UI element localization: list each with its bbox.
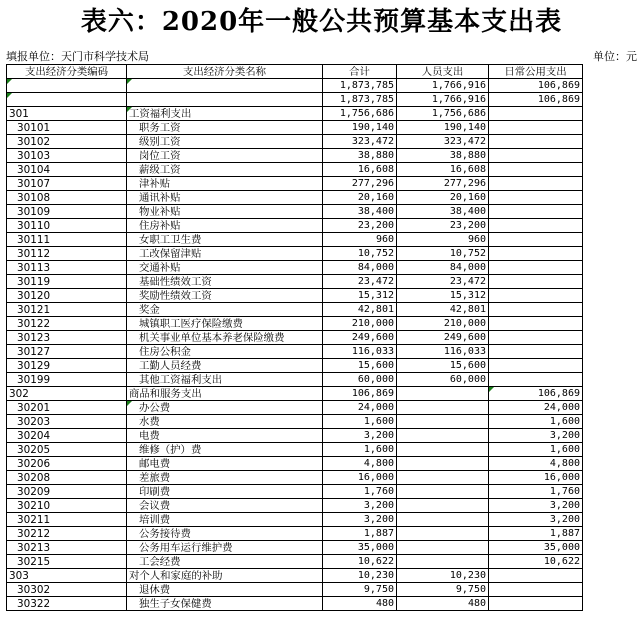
- row-total: 1,760: [323, 485, 397, 499]
- row-code: 30109: [7, 205, 127, 219]
- row-name: 工会经费: [127, 555, 323, 569]
- table-row: [7, 457, 583, 471]
- row-person: 10,752: [397, 247, 489, 261]
- row-daily: [489, 345, 583, 359]
- row-person: 20,160: [397, 191, 489, 205]
- row-name: 女职工卫生费: [127, 233, 323, 247]
- row-person: [397, 499, 489, 513]
- table-row: [7, 429, 583, 443]
- row-person: [397, 471, 489, 485]
- row-name: 电费: [127, 429, 323, 443]
- row-total: 1,887: [323, 527, 397, 541]
- row-code: 30122: [7, 317, 127, 331]
- row-name: 城镇职工医疗保险缴费: [127, 317, 323, 331]
- row-total: 23,472: [323, 275, 397, 289]
- row-total: 20,160: [323, 191, 397, 205]
- row-person: 116,033: [397, 345, 489, 359]
- row-daily: 106,869: [489, 93, 583, 107]
- row-code: 30123: [7, 331, 127, 345]
- row-total: 23,200: [323, 219, 397, 233]
- row-total: 1,873,785: [323, 93, 397, 107]
- row-code: 30120: [7, 289, 127, 303]
- row-code: 30203: [7, 415, 127, 429]
- table-row: [7, 373, 583, 387]
- header-daily: 日常公用支出: [489, 65, 583, 79]
- row-name: 工勤人员经费: [127, 359, 323, 373]
- row-code: 30322: [7, 597, 127, 611]
- row-total: 1,873,785: [323, 79, 397, 93]
- table-row: [7, 569, 583, 583]
- row-daily: [489, 583, 583, 597]
- row-daily: 3,200: [489, 499, 583, 513]
- row-name: 培训费: [127, 513, 323, 527]
- row-code: 30209: [7, 485, 127, 499]
- row-code: 30201: [7, 401, 127, 415]
- row-person: 38,400: [397, 205, 489, 219]
- row-name: 职务工资: [127, 121, 323, 135]
- row-daily: 35,000: [489, 541, 583, 555]
- table-row: [7, 499, 583, 513]
- row-person: 1,766,916: [397, 79, 489, 93]
- row-total: 38,400: [323, 205, 397, 219]
- row-daily: 3,200: [489, 429, 583, 443]
- header-person: 人员支出: [397, 65, 489, 79]
- row-person: [397, 555, 489, 569]
- row-person: 23,472: [397, 275, 489, 289]
- row-code: 30104: [7, 163, 127, 177]
- table-row: [7, 541, 583, 555]
- row-name: 薪级工资: [127, 163, 323, 177]
- row-daily: [489, 205, 583, 219]
- row-total: 60,000: [323, 373, 397, 387]
- table-row: [7, 527, 583, 541]
- row-name: 退休费: [127, 583, 323, 597]
- row-code: 30199: [7, 373, 127, 387]
- row-daily: 1,760: [489, 485, 583, 499]
- row-total: 42,801: [323, 303, 397, 317]
- row-total: 1,600: [323, 443, 397, 457]
- row-daily: [489, 303, 583, 317]
- row-total: 9,750: [323, 583, 397, 597]
- row-person: 249,600: [397, 331, 489, 345]
- table-row: [7, 247, 583, 261]
- row-total: 480: [323, 597, 397, 611]
- row-total: 3,200: [323, 513, 397, 527]
- row-total: 106,869: [323, 387, 397, 401]
- table-row: [7, 219, 583, 233]
- table-row: [7, 387, 583, 401]
- reporting-unit: 填报单位：天门市科学技术局: [6, 50, 149, 63]
- row-daily: [489, 331, 583, 345]
- table-row: [7, 443, 583, 457]
- row-person: [397, 443, 489, 457]
- row-total: 116,033: [323, 345, 397, 359]
- row-person: 190,140: [397, 121, 489, 135]
- row-daily: [489, 359, 583, 373]
- row-total: 323,472: [323, 135, 397, 149]
- row-daily: 1,600: [489, 415, 583, 429]
- row-total: 960: [323, 233, 397, 247]
- row-name: 公务接待费: [127, 527, 323, 541]
- row-person: [397, 527, 489, 541]
- row-code: 30213: [7, 541, 127, 555]
- row-total: 84,000: [323, 261, 397, 275]
- row-daily: [489, 597, 583, 611]
- row-person: 38,880: [397, 149, 489, 163]
- row-total: 210,000: [323, 317, 397, 331]
- row-daily: [489, 121, 583, 135]
- row-name: 独生子女保健费: [127, 597, 323, 611]
- row-daily: [489, 219, 583, 233]
- row-total: 38,880: [323, 149, 397, 163]
- row-daily: [489, 233, 583, 247]
- row-name: 交通补贴: [127, 261, 323, 275]
- row-name: 物业补贴: [127, 205, 323, 219]
- row-person: 16,608: [397, 163, 489, 177]
- row-name: 差旅费: [127, 471, 323, 485]
- table-body: [7, 79, 583, 611]
- table-row: [7, 471, 583, 485]
- table-row: [7, 583, 583, 597]
- row-total: 3,200: [323, 429, 397, 443]
- row-daily: 10,622: [489, 555, 583, 569]
- table-row: [7, 303, 583, 317]
- row-total: 15,600: [323, 359, 397, 373]
- row-person: 1,756,686: [397, 107, 489, 121]
- row-daily: [489, 149, 583, 163]
- row-person: 960: [397, 233, 489, 247]
- header-total: 合计: [323, 65, 397, 79]
- row-total: 16,000: [323, 471, 397, 485]
- row-name: 级别工资: [127, 135, 323, 149]
- row-name: 维修（护）费: [127, 443, 323, 457]
- table-row: [7, 597, 583, 611]
- row-daily: [489, 275, 583, 289]
- row-name: 公务用车运行维护费: [127, 541, 323, 555]
- row-name: 机关事业单位基本养老保险缴费: [127, 331, 323, 345]
- row-total: 1,600: [323, 415, 397, 429]
- table-row: [7, 317, 583, 331]
- row-code: 30111: [7, 233, 127, 247]
- row-person: 10,230: [397, 569, 489, 583]
- row-daily: [489, 163, 583, 177]
- row-code: 30215: [7, 555, 127, 569]
- row-name: 其他工资福利支出: [127, 373, 323, 387]
- row-daily: [489, 317, 583, 331]
- table-row: [7, 359, 583, 373]
- row-code: 30103: [7, 149, 127, 163]
- table-row: [7, 107, 583, 121]
- row-name: 住房补贴: [127, 219, 323, 233]
- table-row: [7, 485, 583, 499]
- header-code: 支出经济分类编码: [7, 65, 127, 79]
- row-daily: [489, 569, 583, 583]
- row-code: 30101: [7, 121, 127, 135]
- row-daily: 4,800: [489, 457, 583, 471]
- row-person: [397, 429, 489, 443]
- row-name: [127, 93, 323, 107]
- table-row: [7, 135, 583, 149]
- row-daily: 106,869: [489, 79, 583, 93]
- row-name: 工资福利支出: [127, 107, 323, 121]
- table-row: [7, 275, 583, 289]
- row-name: 岗位工资: [127, 149, 323, 163]
- row-name: 基础性绩效工资: [127, 275, 323, 289]
- row-person: 210,000: [397, 317, 489, 331]
- row-person: 323,472: [397, 135, 489, 149]
- row-person: 15,600: [397, 359, 489, 373]
- row-code: 30208: [7, 471, 127, 485]
- row-person: 480: [397, 597, 489, 611]
- row-code: 30102: [7, 135, 127, 149]
- row-code: 30113: [7, 261, 127, 275]
- row-daily: [489, 191, 583, 205]
- row-code: [7, 93, 127, 107]
- row-daily: 1,600: [489, 443, 583, 457]
- table-row: [7, 79, 583, 93]
- table-row: [7, 261, 583, 275]
- table-row: [7, 191, 583, 205]
- row-code: 30119: [7, 275, 127, 289]
- row-name: 工改保留津贴: [127, 247, 323, 261]
- row-person: [397, 387, 489, 401]
- row-total: 10,752: [323, 247, 397, 261]
- row-code: 301: [7, 107, 127, 121]
- row-code: 30110: [7, 219, 127, 233]
- row-total: 3,200: [323, 499, 397, 513]
- table-row: [7, 345, 583, 359]
- row-daily: [489, 261, 583, 275]
- row-person: [397, 457, 489, 471]
- table-row: [7, 401, 583, 415]
- row-daily: 16,000: [489, 471, 583, 485]
- row-total: 15,312: [323, 289, 397, 303]
- table-row: [7, 513, 583, 527]
- row-total: 16,608: [323, 163, 397, 177]
- row-total: 24,000: [323, 401, 397, 415]
- row-name: 通讯补贴: [127, 191, 323, 205]
- row-total: 249,600: [323, 331, 397, 345]
- row-name: 住房公积金: [127, 345, 323, 359]
- row-daily: 24,000: [489, 401, 583, 415]
- row-daily: [489, 135, 583, 149]
- header-name: 支出经济分类名称: [127, 65, 323, 79]
- budget-table: [6, 64, 583, 611]
- row-code: 30210: [7, 499, 127, 513]
- row-name: 对个人和家庭的补助: [127, 569, 323, 583]
- row-total: 10,230: [323, 569, 397, 583]
- row-total: 10,622: [323, 555, 397, 569]
- row-code: 30121: [7, 303, 127, 317]
- row-name: 印刷费: [127, 485, 323, 499]
- table-row: [7, 149, 583, 163]
- table-row: [7, 93, 583, 107]
- row-name: 津补贴: [127, 177, 323, 191]
- row-name: 奖励性绩效工资: [127, 289, 323, 303]
- row-person: [397, 485, 489, 499]
- row-code: 30129: [7, 359, 127, 373]
- row-code: 30112: [7, 247, 127, 261]
- row-code: 30302: [7, 583, 127, 597]
- row-person: 60,000: [397, 373, 489, 387]
- row-code: 302: [7, 387, 127, 401]
- row-daily: [489, 247, 583, 261]
- row-code: [7, 79, 127, 93]
- table-row: [7, 121, 583, 135]
- row-name: [127, 79, 323, 93]
- row-code: 30211: [7, 513, 127, 527]
- row-daily: 106,869: [489, 387, 583, 401]
- table-row: [7, 177, 583, 191]
- row-name: 邮电费: [127, 457, 323, 471]
- row-code: 30107: [7, 177, 127, 191]
- row-daily: [489, 107, 583, 121]
- row-code: 303: [7, 569, 127, 583]
- row-total: 35,000: [323, 541, 397, 555]
- row-daily: [489, 289, 583, 303]
- table-row: [7, 415, 583, 429]
- table-row: [7, 555, 583, 569]
- row-person: [397, 513, 489, 527]
- row-total: 277,296: [323, 177, 397, 191]
- row-name: 商品和服务支出: [127, 387, 323, 401]
- row-total: 190,140: [323, 121, 397, 135]
- row-name: 水费: [127, 415, 323, 429]
- table-row: [7, 163, 583, 177]
- row-daily: 3,200: [489, 513, 583, 527]
- row-person: 9,750: [397, 583, 489, 597]
- row-code: 30205: [7, 443, 127, 457]
- currency-unit: 单位：元: [593, 50, 637, 63]
- row-daily: [489, 373, 583, 387]
- row-person: 23,200: [397, 219, 489, 233]
- row-person: 42,801: [397, 303, 489, 317]
- table-row: [7, 289, 583, 303]
- row-person: [397, 541, 489, 555]
- row-name: 奖金: [127, 303, 323, 317]
- row-person: 84,000: [397, 261, 489, 275]
- row-person: 1,766,916: [397, 93, 489, 107]
- row-total: 4,800: [323, 457, 397, 471]
- row-person: 277,296: [397, 177, 489, 191]
- row-code: 30212: [7, 527, 127, 541]
- row-person: 15,312: [397, 289, 489, 303]
- row-daily: [489, 177, 583, 191]
- table-row: [7, 233, 583, 247]
- row-code: 30204: [7, 429, 127, 443]
- row-daily: 1,887: [489, 527, 583, 541]
- row-person: [397, 415, 489, 429]
- row-total: 1,756,686: [323, 107, 397, 121]
- row-name: 会议费: [127, 499, 323, 513]
- row-person: [397, 401, 489, 415]
- table-row: [7, 205, 583, 219]
- row-code: 30127: [7, 345, 127, 359]
- header-row: [7, 65, 583, 79]
- row-code: 30206: [7, 457, 127, 471]
- row-name: 办公费: [127, 401, 323, 415]
- page-title: 表六：2020年一般公共预算基本支出表: [80, 7, 563, 37]
- table-row: [7, 331, 583, 345]
- row-code: 30108: [7, 191, 127, 205]
